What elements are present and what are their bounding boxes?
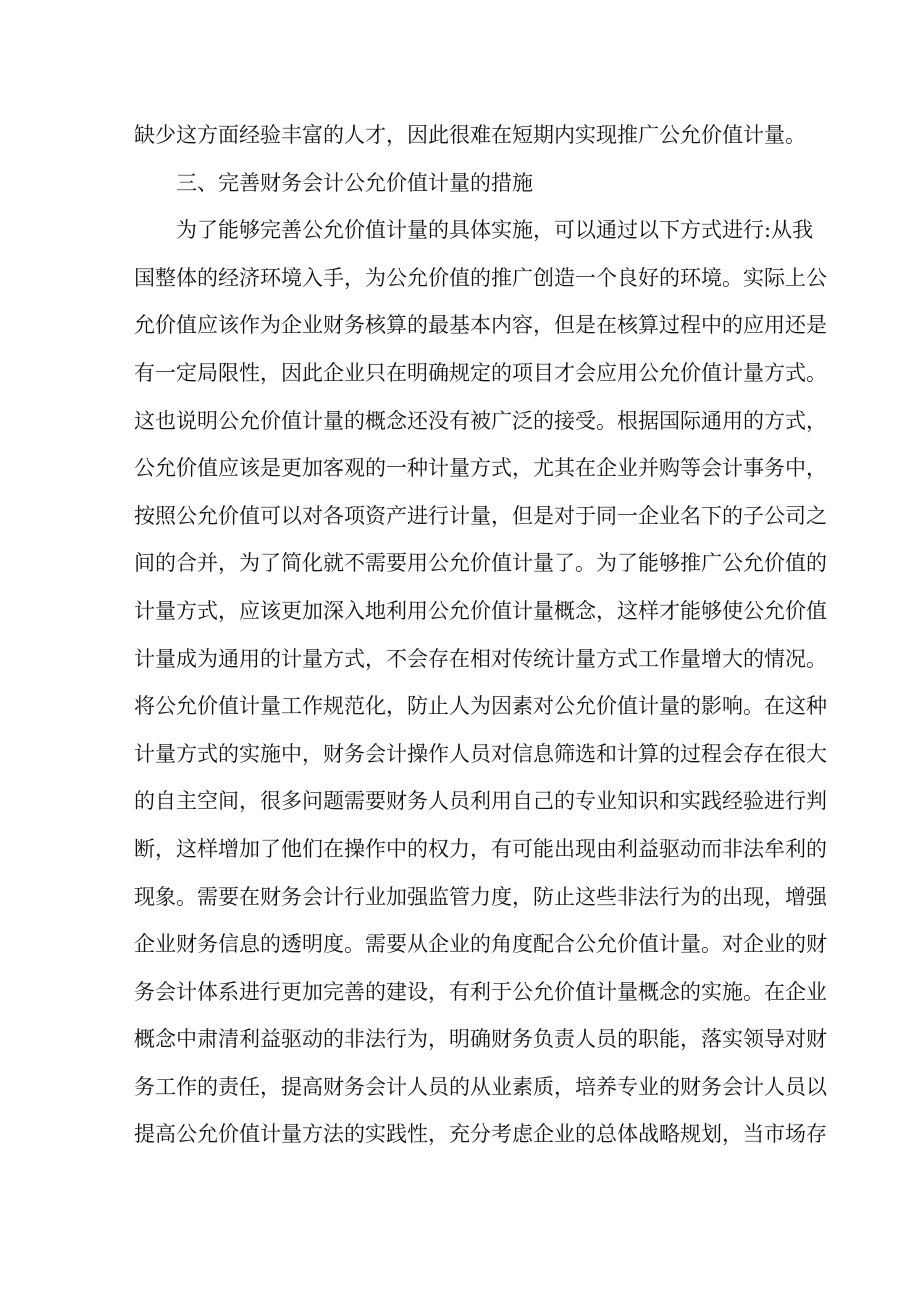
- text-line: 公允价值应该是更加客观的一种计量方式，尤其在企业并购等会计事务中，: [134, 456, 827, 481]
- text-line: 的自主空间，很多问题需要财务人员利用自己的专业知识和实践经验进行判: [134, 789, 827, 814]
- text-line: 国整体的经济环境入手，为公允价值的推广创造一个良好的环境。实际上公: [134, 265, 827, 290]
- text-line: 计量方式，应该更加深入地利用公允价值计量概念，这样才能够使公允价值: [134, 598, 827, 623]
- text-line: 断，这样增加了他们在操作中的权力，有可能出现由利益驱动而非法牟利的: [134, 836, 827, 861]
- text-line: 按照公允价值可以对各项资产进行计量，但是对于同一企业名下的子公司之: [134, 503, 827, 528]
- text-line: 为了能够完善公允价值计量的具体实施，可以通过以下方式进行:从我: [176, 218, 814, 243]
- text-line: 允价值应该作为企业财务核算的最基本内容，但是在核算过程中的应用还是: [134, 313, 827, 338]
- text-line: 现象。需要在财务会计行业加强监管力度，防止这些非法行为的出现，增强: [134, 884, 827, 909]
- text-line: 间的合并，为了简化就不需要用公允价值计量了。为了能够推广公允价值的: [134, 551, 827, 576]
- text-line: 企业财务信息的透明度。需要从企业的角度配合公允价值计量。对企业的财: [134, 932, 827, 957]
- text-line: 这也说明公允价值计量的概念还没有被广泛的接受。根据国际通用的方式，: [134, 408, 827, 433]
- text-line: 提高公允价值计量方法的实践性，充分考虑企业的总体战略规划，当市场存: [134, 1122, 827, 1147]
- text-line: 缺少这方面经验丰富的人才，因此很难在短期内实现推广公允价值计量。: [134, 123, 806, 147]
- text-line: 计量成为通用的计量方式，不会存在相对传统计量方式工作量增大的情况。: [134, 646, 827, 671]
- text-line: 将公允价值计量工作规范化，防止人为因素对公允价值计量的影响。在这种: [134, 694, 827, 719]
- text-line: 有一定局限性，因此企业只在明确规定的项目才会应用公允价值计量方式。: [134, 360, 827, 385]
- text-line: 计量方式的实施中，财务会计操作人员对信息筛选和计算的过程会存在很大: [134, 741, 827, 766]
- text-line: 务会计体系进行更加完善的建设，有利于公允价值计量概念的实施。在企业: [134, 979, 827, 1004]
- text-line: 务工作的责任，提高财务会计人员的从业素质，培养专业的财务会计人员以: [134, 1074, 827, 1099]
- section-heading: 三、完善财务会计公允价值计量的措施: [176, 170, 533, 195]
- text-line: 概念中肃清利益驱动的非法行为，明确财务负责人员的职能，落实领导对财: [134, 1027, 827, 1052]
- body-text: [134, 112, 827, 1159]
